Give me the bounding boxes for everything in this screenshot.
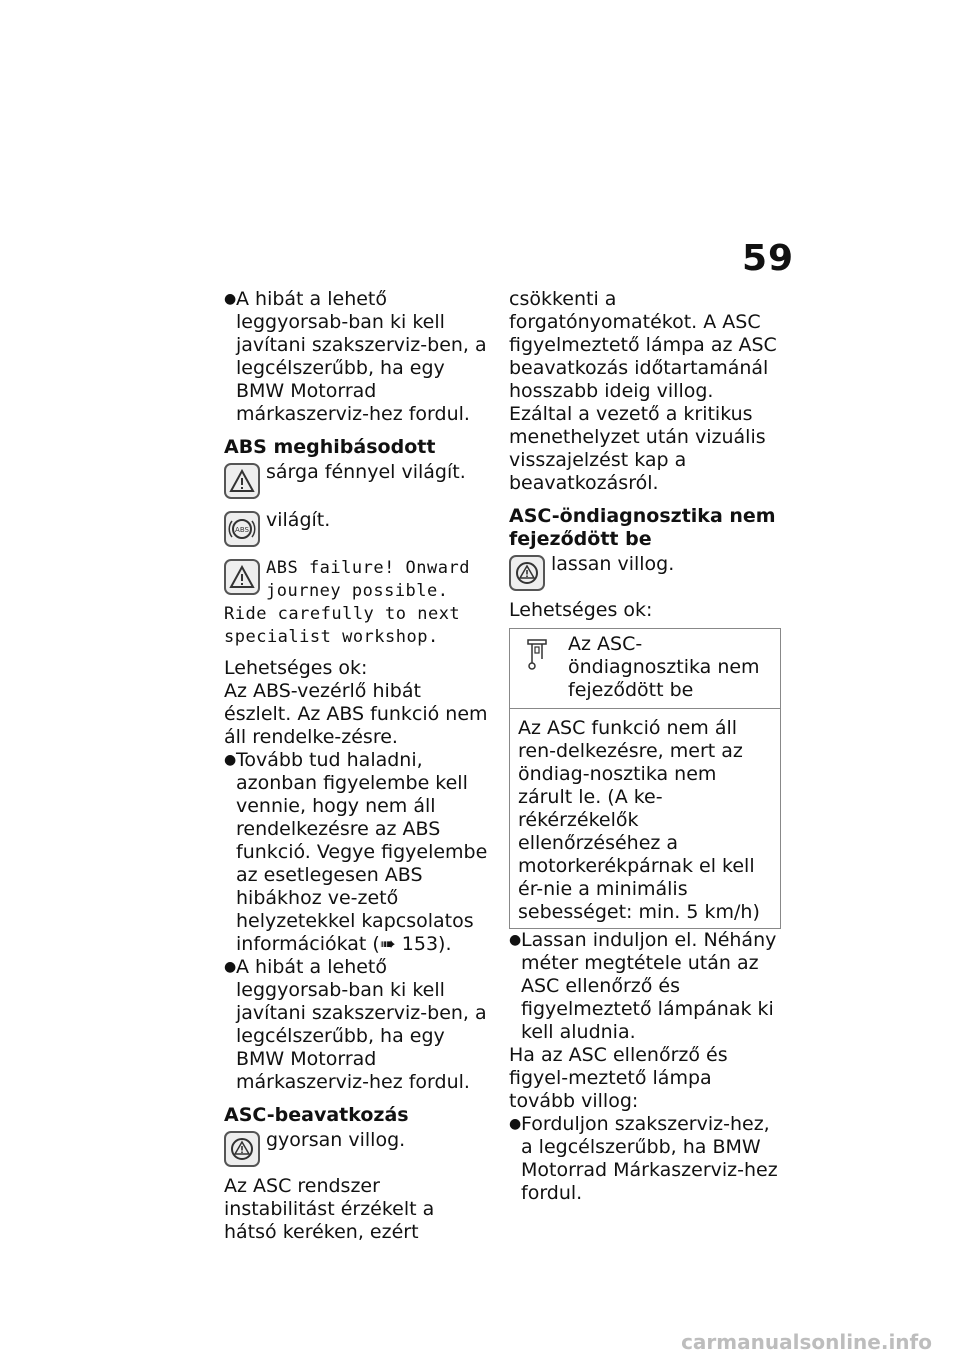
- list-item: ● A hibát a lehető leggyorsab-ban ki kell javítani szakszerviz-ben, a legcélszerűbb, ha egy BMW Motorrad márkaszerviz-hez fordul.: [224, 288, 492, 426]
- info-box-text: Az ASC funkció nem áll ren-delkezésre, mert az öndiag-nosztika nem zárult le. (A ke-rékérzékelők ellenőrzéséhez a motorkerékpárnak el kell ér-nie a minimális sebességet: min. 5 km/h): [518, 717, 760, 923]
- list-item: ● Forduljon szakszerviz-hez, a legcélszerűbb, ha BMW Motorrad Márkaszerviz-hez fordul.: [509, 1113, 781, 1205]
- body-text: csökkenti a forgatónyomatékot. A ASC figyelmeztető lámpa az ASC beavatkozás időtartamánál hosszabb ideig villog. Ezáltal a vezető a kritikus menethelyzet után vizuális visszajelzést kap a beavatkozásról.: [509, 288, 777, 494]
- indicator-row: [224, 509, 492, 547]
- svg-text:ABS: ABS: [235, 526, 249, 534]
- indicator-row: [224, 461, 492, 499]
- list-item: ● Tovább tud haladni, azonban figyelembe kell vennie, hogy nem áll rendelkezésre az ABS funkció. Vegye figyelembe az esetlegesen ABS hibákhoz ve-zető helyzetekkel kapcsolatos információkat (➠ 153).: [224, 749, 488, 955]
- tool-icon: [524, 637, 554, 677]
- causes-label: Lehetséges ok:: [509, 599, 653, 621]
- display-message-line: ABS failure! Onward: [266, 558, 470, 578]
- body-text: Ha az ASC ellenőrző és figyel-meztető lámpa tovább villog:: [509, 1044, 728, 1112]
- asc-icon: [509, 555, 545, 591]
- arrow-ref-icon: ➠: [379, 933, 396, 955]
- indicator-row: [224, 557, 492, 603]
- asc-icon: [224, 1131, 260, 1167]
- bullet-text: Forduljon szakszerviz-hez, a legcélszerűbb, ha BMW Motorrad Márkaszerviz-hez fordul.: [521, 1113, 778, 1204]
- section-heading-asc: ASC-beavatkozás: [224, 1104, 409, 1126]
- indicator-text: lassan villog.: [551, 553, 675, 575]
- info-box: [509, 628, 781, 929]
- bullet-text: A hibát a lehető leggyorsab-ban ki kell javítani szakszerviz-ben, a legcélszerűbb, ha egy BMW Motorrad márkaszerviz-hez fordul.: [236, 288, 487, 425]
- display-message-line: Ride carefully to next: [224, 604, 461, 624]
- page-reference: 153).: [401, 933, 452, 955]
- section-heading-abs: ABS meghibásodott: [224, 436, 436, 458]
- warning-triangle-icon: [224, 463, 260, 499]
- indicator-row: [509, 553, 781, 591]
- bullet-text: A hibát a lehető leggyorsab-ban ki kell javítani szakszerviz-ben, a legcélszerűbb, ha egy BMW Motorrad márkaszerviz-hez fordul.: [236, 956, 487, 1093]
- bullet-text: Tovább tud haladni, azonban figyelembe kell vennie, hogy nem áll rendelkezésre az ABS funkció. Vegye figyelembe az esetlegesen ABS hibákhoz ve-zető helyzetekkel kapcsolatos információkat: [236, 749, 488, 955]
- list-item: ● A hibát a lehető leggyorsab-ban ki kell javítani szakszerviz-ben, a legcélszerűbb, ha egy BMW Motorrad márkaszerviz-hez fordul.: [224, 956, 492, 1094]
- bullet-text: Lassan induljon el. Néhány méter megtétele után az ASC ellenőrző és figyelmeztető lámpának ki kell aludnia.: [521, 929, 777, 1043]
- section-heading-diag: ASC-öndiagnosztika nem fejeződött be: [509, 505, 776, 550]
- cause-text: Az ABS-vezérlő hibát észlelt. Az ABS funkció nem áll rendelke-zésre.: [224, 680, 488, 748]
- info-box-header: [510, 629, 780, 709]
- page-number: 59: [742, 238, 795, 279]
- display-message-line: journey possible.: [266, 581, 449, 601]
- list-item: ● Lassan induljon el. Néhány méter megtétele után az ASC ellenőrző és figyelmeztető lámpának ki kell aludnia.: [509, 929, 781, 1044]
- indicator-text: világít.: [266, 509, 331, 531]
- abs-icon: [224, 511, 260, 547]
- left-column: [224, 288, 492, 1244]
- right-column: [509, 288, 781, 1205]
- watermark: carmanualsonline.info: [681, 1330, 932, 1354]
- indicator-text: gyorsan villog.: [266, 1129, 406, 1151]
- info-box-title: Az ASC-öndiagnosztika nem fejeződött be: [568, 633, 760, 701]
- warning-triangle-icon: [224, 559, 260, 595]
- causes-label: Lehetséges ok:: [224, 657, 368, 679]
- body-text: Az ASC rendszer instabilitást érzékelt a hátsó keréken, ezért: [224, 1175, 435, 1243]
- display-message-line: specialist workshop.: [224, 627, 439, 647]
- indicator-text: sárga fénnyel világít.: [266, 461, 466, 483]
- indicator-row: [224, 1129, 492, 1167]
